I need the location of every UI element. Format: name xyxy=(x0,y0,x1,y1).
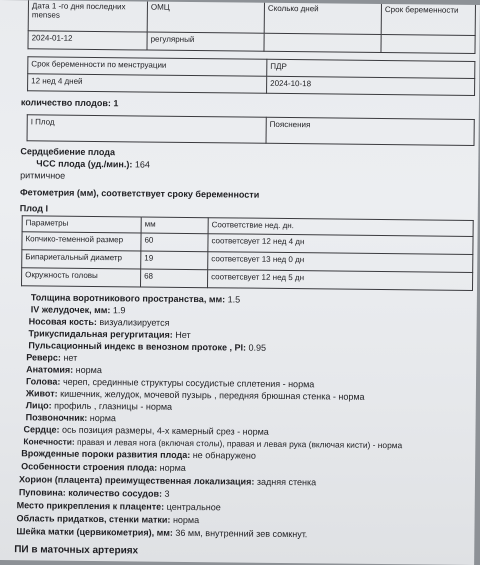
heart-rate-value: 164 xyxy=(134,159,150,170)
finding-item xyxy=(19,487,170,499)
finding-item xyxy=(31,292,240,304)
finding-item xyxy=(31,304,126,315)
param-match: соответсвует 12 нед 4 дн xyxy=(208,234,473,255)
finding-value: ось позиция размеры, 4-х камерный срез - норма xyxy=(61,424,269,437)
term-header: Срок беременности xyxy=(381,2,475,35)
finding-label: Врожденные пороки развития плода: xyxy=(21,448,191,461)
finding-label: Живот: xyxy=(25,388,58,399)
finding-item xyxy=(16,526,307,539)
finding-label: Шейка матки (цервикометрия), мм: xyxy=(16,526,173,538)
finding-value: 36 мм, внутренний зев сомкнут. xyxy=(175,527,308,540)
rhythm: ритмичное xyxy=(20,170,66,181)
finding-label: Сердце: xyxy=(23,424,60,435)
param-mm: 19 xyxy=(141,251,208,270)
heartbeat-title: Сердцебиение плода xyxy=(20,146,116,158)
finding-label: Конечности: xyxy=(23,436,75,447)
finding-value: кишечник, желудок, мочевой пузырь , передняя брюшная стенка - норма xyxy=(60,388,365,402)
finding-value: норма xyxy=(89,412,117,424)
finding-item xyxy=(28,328,190,340)
days-header: Сколько дней xyxy=(264,1,381,34)
finding-label: Область придатков, стенки матки: xyxy=(16,513,171,525)
finding-value: не обнаружено xyxy=(192,450,256,461)
finding-item xyxy=(17,513,200,525)
params-header-match: Соответствие нед. дн. xyxy=(208,218,473,237)
finding-value: 1.5 xyxy=(227,294,241,305)
finding-label: Толщина воротникового пространства, мм: xyxy=(30,292,226,305)
finding-value: 0.95 xyxy=(248,342,267,353)
days-value xyxy=(264,33,381,52)
finding-label: Реверс: xyxy=(26,352,62,363)
finding-value: 1.9 xyxy=(112,305,126,316)
lmp-table xyxy=(27,0,476,54)
finding-item xyxy=(26,376,314,389)
finding-item xyxy=(29,316,170,327)
param-match: соответсвует 13 нед 0 дн xyxy=(208,252,473,273)
finding-item xyxy=(17,500,221,512)
finding-value: нет xyxy=(63,352,78,363)
finding-value: норма xyxy=(172,514,200,526)
finding-value: визуализируется xyxy=(99,317,170,328)
arteries-title: ПИ в маточных артериях xyxy=(14,544,139,557)
fetus-label: Плод I xyxy=(19,203,49,214)
fetus-cell: I Плод xyxy=(27,115,266,144)
finding-item xyxy=(21,461,186,473)
term-by-menses-value: 12 нед 4 дней xyxy=(28,74,267,94)
params-header-mm: мм xyxy=(141,217,208,234)
finding-item xyxy=(26,364,102,375)
finding-label: Анатомия: xyxy=(26,364,74,375)
finding-item xyxy=(26,352,77,363)
finding-label: Голова: xyxy=(25,376,61,387)
table-row xyxy=(22,268,473,291)
param-match: соответсвует 12 нед 5 дн xyxy=(207,270,472,291)
finding-label: Пуповина: количество сосудов: xyxy=(18,487,163,499)
lmp-header-cont: menses xyxy=(31,10,60,20)
cycle-value: регулярный xyxy=(147,32,264,51)
fetometry-table xyxy=(21,215,474,291)
cycle-header: ОМЦ xyxy=(147,0,264,33)
finding-item xyxy=(26,400,172,412)
finding-value: центральное xyxy=(166,501,221,513)
finding-label: Носовая кость: xyxy=(28,316,97,328)
finding-value: задняя стенка xyxy=(256,476,317,488)
finding-value: Нет xyxy=(175,329,191,341)
lmp-header-cell xyxy=(28,0,147,32)
finding-item xyxy=(26,412,116,423)
menstruation-table xyxy=(27,56,475,96)
fetometry-title: Фетометрия (мм), соответствует сроку беременности xyxy=(19,187,260,200)
due-date-label: ПДР xyxy=(267,59,475,78)
notes-cell: Пояснения xyxy=(266,117,474,145)
lmp-date: 2024-01-12 xyxy=(28,31,147,50)
params-header-param: Параметры xyxy=(22,216,141,233)
finding-item xyxy=(21,448,256,460)
finding-label: IV желудочек, мм: xyxy=(30,304,111,316)
finding-label: Трикуспидальная регургитация: xyxy=(28,328,173,340)
finding-item xyxy=(28,340,266,352)
finding-label: Место прикрепления к плаценте: xyxy=(16,500,165,512)
finding-value: профиль , глазницы - норма xyxy=(54,400,173,412)
finding-value: правая и левая нога (включая столы), правая и левая рука (включая кисти) - норма xyxy=(77,436,403,451)
finding-value: норма xyxy=(159,462,186,473)
finding-label: Пульсационный индекс в венозном протоке , PI: xyxy=(28,340,247,353)
finding-label: Лицо: xyxy=(25,400,52,411)
finding-item xyxy=(19,474,316,487)
param-name: Копчико-теменной размер xyxy=(22,232,141,251)
finding-label: Позвоночник: xyxy=(25,412,88,423)
term-by-menses-label: Срок беременности по менструации xyxy=(28,57,267,77)
heart-rate-line xyxy=(36,158,150,169)
finding-value: череп, срединные структуры сосудистые сплетения - норма xyxy=(62,376,315,390)
lmp-header: Дата 1 -го дня последних xyxy=(31,1,126,12)
finding-label: Хорион (плацента) преимущественная локализация: xyxy=(18,474,255,487)
param-mm: 68 xyxy=(141,269,208,288)
fetus-table xyxy=(27,114,475,146)
term-value xyxy=(381,34,475,53)
finding-item xyxy=(26,388,365,402)
due-date-value: 2024-10-18 xyxy=(267,76,475,95)
param-name: Бипариетальный диаметр xyxy=(22,250,141,269)
finding-value: 3 xyxy=(164,488,170,499)
fetus-count: количество плодов: 1 xyxy=(20,97,119,109)
finding-label: Особенности строения плода: xyxy=(21,461,158,473)
param-name: Окружность головы xyxy=(22,268,141,287)
param-mm: 60 xyxy=(141,233,208,252)
finding-value: норма xyxy=(75,364,102,376)
finding-item xyxy=(23,424,268,437)
heart-rate-label: ЧСС плода (уд./мин.): xyxy=(36,158,133,170)
